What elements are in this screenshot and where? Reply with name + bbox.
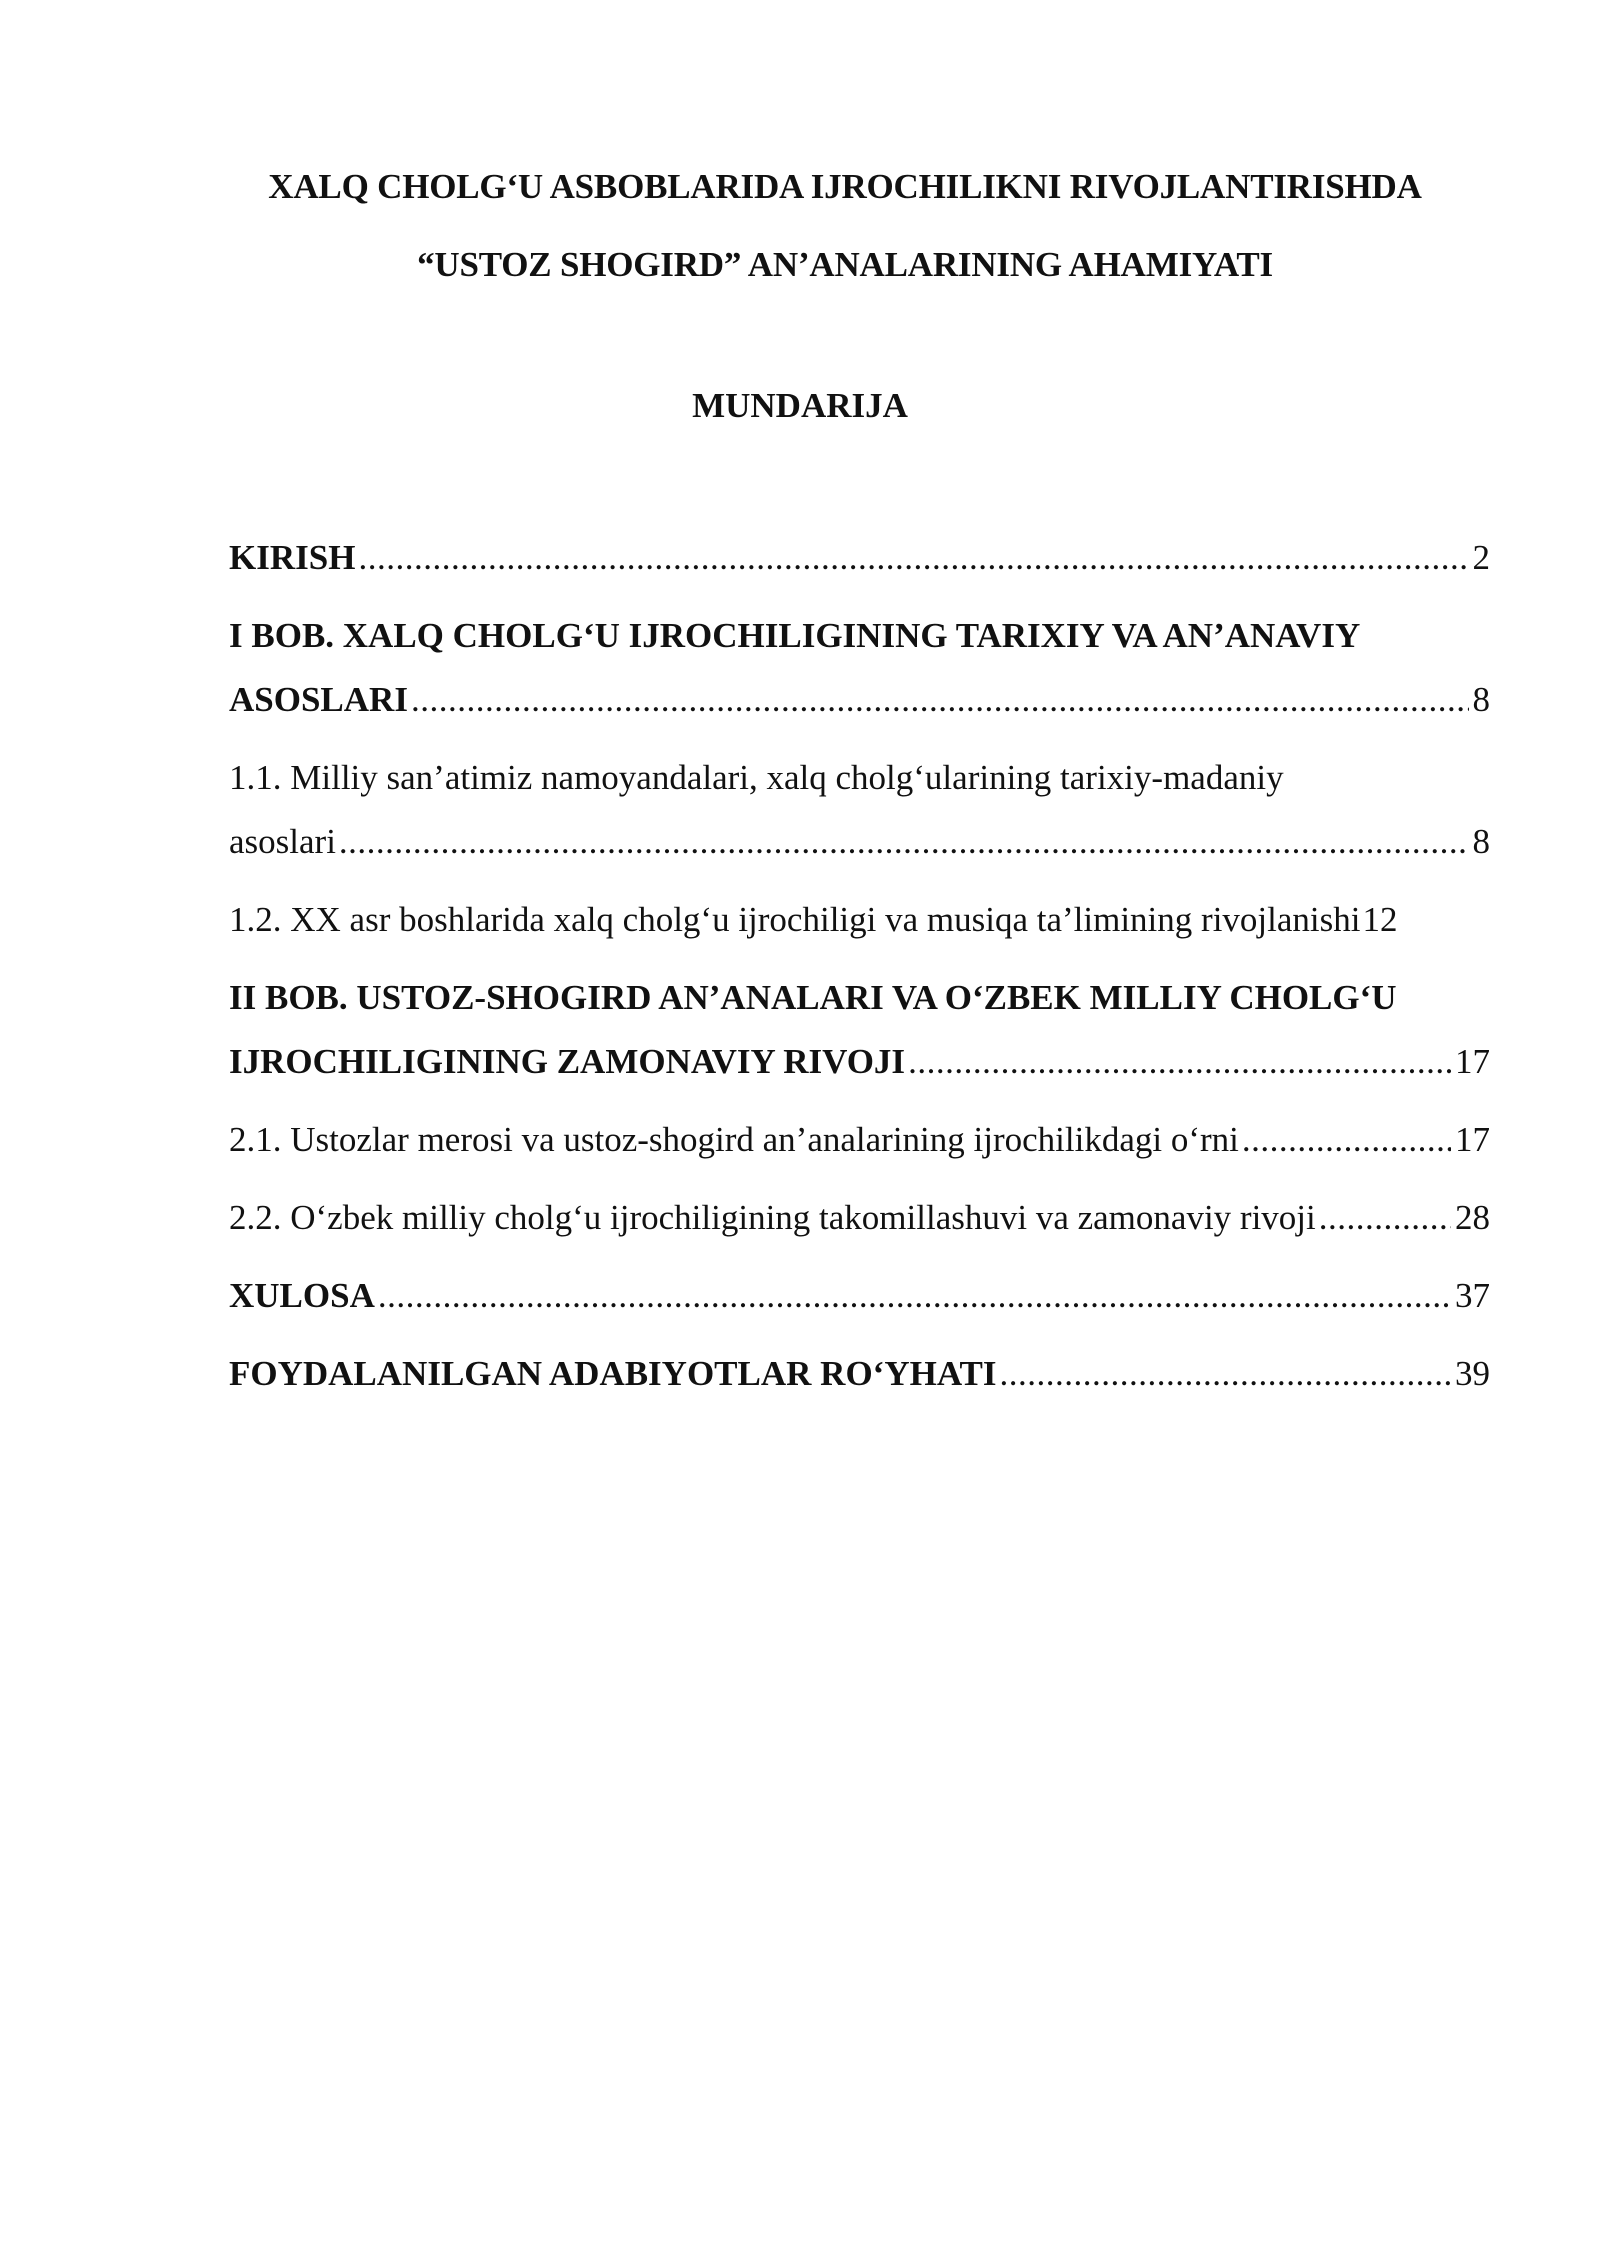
toc-entry-xulosa[interactable] xyxy=(229,1264,1490,1328)
spacer xyxy=(229,874,1490,888)
toc-page-number: 28 xyxy=(1455,1198,1490,1237)
toc-page-number: 12 xyxy=(1362,900,1398,939)
spacer xyxy=(229,1094,1490,1108)
toc-page-number: 37 xyxy=(1455,1276,1490,1315)
toc-entry-references[interactable] xyxy=(229,1342,1490,1406)
dot-leader xyxy=(908,1030,1451,1094)
dot-leader xyxy=(1242,1108,1451,1172)
spacer xyxy=(229,1250,1490,1264)
spacer xyxy=(229,1172,1490,1186)
dot-leader xyxy=(358,526,1468,590)
dot-leader xyxy=(1319,1186,1451,1250)
toc-entry-section-1-1[interactable] xyxy=(229,746,1490,874)
toc-entry-title: II BOB. USTOZ-SHOGIRD AN’ANALARI VA O‘ZBEK MILLIY CHOLG‘U xyxy=(229,978,1397,1017)
toc-heading: MUNDARIJA xyxy=(692,386,908,425)
toc-entry-title: 2.2. O‘zbek milliy cholg‘u ijrochiligining takomillashuvi va zamonaviy rivoji xyxy=(229,1198,1316,1237)
toc-entry-title: 2.1. Ustozlar merosi va ustoz-shogird an’analarining ijrochilikdagi o‘rni xyxy=(229,1120,1239,1159)
toc-entry-title: 1.1. Milliy san’atimiz namoyandalari, xalq cholg‘ularining tarixiy-madaniy xyxy=(229,758,1284,797)
spacer xyxy=(229,952,1490,966)
toc-page-number: 2 xyxy=(1472,538,1490,577)
toc-page-number: 8 xyxy=(1472,680,1490,719)
toc-entry-chapter-2[interactable] xyxy=(229,966,1490,1094)
toc-entry-title: I BOB. XALQ CHOLG‘U IJROCHILIGINING TARIXIY VA AN’ANAVIY xyxy=(229,616,1361,655)
dot-leader xyxy=(378,1264,1451,1328)
title-line-2: “USTOZ SHOGIRD” AN’ANALARINING AHAMIYATI xyxy=(417,245,1273,284)
toc-entry-title-cont: asoslari xyxy=(229,822,336,861)
toc-page-number: 17 xyxy=(1455,1042,1490,1081)
toc-entry-section-2-2[interactable] xyxy=(229,1186,1490,1250)
dot-leader xyxy=(339,810,1469,874)
document-title xyxy=(150,148,1540,304)
toc-entry-title-cont: IJROCHILIGINING ZAMONAVIY RIVOJI xyxy=(229,1042,906,1081)
toc-entry-title: KIRISH xyxy=(229,538,356,577)
toc-page-number: 17 xyxy=(1455,1120,1490,1159)
dot-leader xyxy=(999,1342,1451,1406)
toc-page-number: 8 xyxy=(1472,822,1490,861)
toc-entry-title: XULOSA xyxy=(229,1276,375,1315)
toc-entry-kirish[interactable] xyxy=(229,526,1490,590)
toc-entry-title-cont: ASOSLARI xyxy=(229,680,408,719)
toc-entry-title: FOYDALANILGAN ADABIYOTLAR RO‘YHATI xyxy=(229,1354,997,1393)
spacer xyxy=(229,732,1490,746)
title-line-1: XALQ CHOLG‘U ASBOBLARIDA IJROCHILIKNI RIVOJLANTIRISHDA xyxy=(268,167,1422,206)
table-of-contents xyxy=(229,526,1490,1406)
spacer xyxy=(229,1328,1490,1342)
toc-entry-title: 1.2. XX asr boshlarida xalq cholg‘u ijrochiligi va musiqa ta’limining rivojlanishi xyxy=(229,900,1361,939)
dot-leader xyxy=(411,668,1469,732)
toc-entry-section-1-2[interactable] xyxy=(229,888,1490,952)
toc-page-number: 39 xyxy=(1455,1354,1490,1393)
spacer xyxy=(229,590,1490,604)
toc-entry-section-2-1[interactable] xyxy=(229,1108,1490,1172)
toc-entry-chapter-1[interactable] xyxy=(229,604,1490,732)
